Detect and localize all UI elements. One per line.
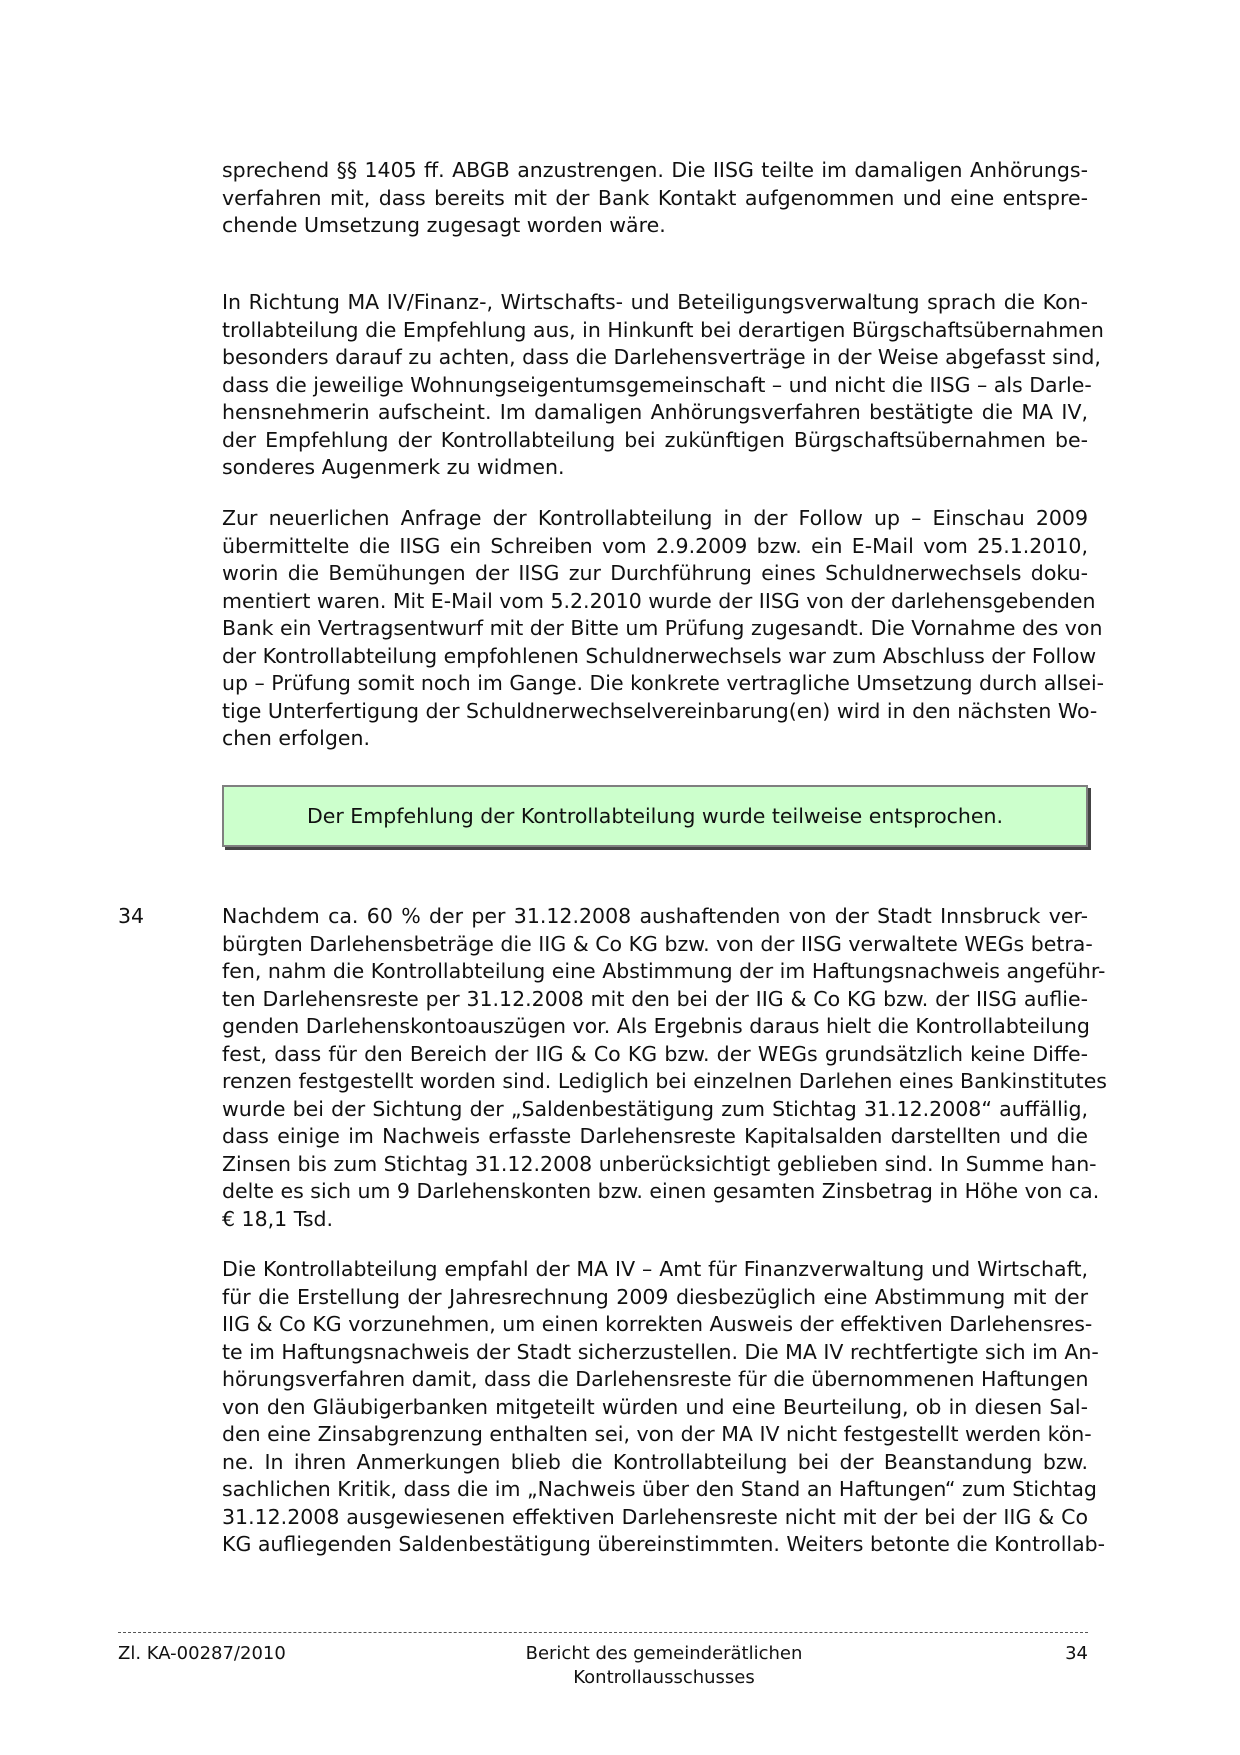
text-line: mentiert waren. Mit E-Mail vom 5.2.2010 wurde der IISG von der darlehensgebenden (222, 588, 1096, 613)
text-line: Zur neuerlichen Anfrage der Kontrollabteilung in der Follow up – Einschau 2009 (222, 506, 1088, 530)
paragraph-1 (222, 157, 1088, 240)
paragraph-5 (222, 1256, 1106, 1559)
text-line: genden Darlehenskontoauszügen vor. Als Ergebnis daraus hielt die Kontrollabteilung (222, 1014, 1090, 1038)
text-line: den eine Zinsabgrenzung enthalten sei, von der MA IV nicht festgestellt werden kön- (222, 1422, 1092, 1446)
text-line: verfahren mit, dass bereits mit der Bank Kontakt aufgenommen und eine entspre- (222, 185, 1088, 210)
text-line: € 18,1 Tsd. (222, 1206, 334, 1231)
text-line: für die Erstellung der Jahresrechnung 2009 diesbezüglich eine Abstimmung mit der (222, 1284, 1088, 1309)
text-line: worin die Bemühungen der IISG zur Durchführung eines Schuldnerwechsels doku- (222, 561, 1088, 585)
text-line: Bank ein Vertragsentwurf mit der Bitte um Prüfung zugesandt. Die Vornahme des von (222, 616, 1103, 640)
text-line: fest, dass für den Bereich der IIG & Co KG bzw. der WEGs grundsätzlich keine Diffe- (222, 1041, 1088, 1066)
result-box (222, 785, 1088, 847)
footer-divider (118, 1632, 1088, 1633)
text-line: von den Gläubigerbanken mitgeteilt würden und eine Beurteilung, ob in diesen Sal- (222, 1394, 1088, 1419)
text-line: bürgten Darlehensbeträge die IIG & Co KG bzw. von der IISG verwaltete WEGs betra- (222, 931, 1093, 956)
text-line: fen, nahm die Kontrollabteilung eine Abstimmung der im Haftungsnachweis angeführ- (222, 959, 1106, 983)
footer-reference: Zl. KA-00287/2010 (118, 1643, 286, 1664)
text-line: 31.12.2008 ausgewiesenen effektiven Darlehensreste nicht mit der bei der IIG & Co (222, 1504, 1088, 1529)
text-line: dass die jeweilige Wohnungseigentumsgemeinschaft – und nicht die IISG – als Darle- (222, 372, 1092, 397)
text-line: der Empfehlung der Kontrollabteilung bei zukünftigen Bürgschaftsübernahmen be- (222, 427, 1088, 452)
result-box-text: Der Empfehlung der Kontrollabteilung wurde teilweise entsprochen. (306, 804, 1004, 828)
text-line: sachlichen Kritik, dass die im „Nachweis über den Stand an Haftungen“ zum Stichtag (222, 1477, 1097, 1501)
text-line: KG aufliegenden Saldenbestätigung übereinstimmten. Weiters betonte die Kontrollab- (222, 1532, 1106, 1556)
paragraph-3 (222, 505, 1105, 753)
text-line: delte es sich um 9 Darlehenskonten bzw. einen gesamten Zinsbetrag in Höhe von ca. (222, 1179, 1100, 1203)
text-line: Nachdem ca. 60 % der per 31.12.2008 aushaftenden von der Stadt Innsbruck ver- (222, 904, 1088, 928)
text-line: te im Haftungsnachweis der Stadt sicherzustellen. Die MA IV rechtfertigte sich im An- (222, 1339, 1099, 1364)
text-line: dass einige im Nachweis erfasste Darlehensreste Kapitalsalden darstellten und die (222, 1124, 1088, 1148)
text-line: IIG & Co KG vorzunehmen, um einen korrekten Ausweis der effektiven Darlehensres- (222, 1312, 1093, 1336)
text-line: chen erfolgen. (222, 726, 371, 750)
section-number: 34 (118, 904, 145, 928)
text-line: chende Umsetzung zugesagt worden wäre. (222, 213, 666, 237)
text-line: renzen festgestellt worden sind. Lediglich bei einzelnen Darlehen eines Bankinstitutes (222, 1069, 1107, 1093)
footer-title: Bericht des gemeinderätlichen Kontrollausschusses (525, 1643, 803, 1688)
page-number: 34 (1065, 1643, 1088, 1664)
text-line: übermittelte die IISG ein Schreiben vom 2.9.2009 bzw. ein E-Mail vom 25.1.2010, (222, 533, 1088, 558)
text-line: hörungsverfahren damit, dass die Darlehensreste für die übernommenen Haftungen (222, 1367, 1089, 1391)
text-line: hensnehmerin aufscheint. Im damaligen Anhörungsverfahren bestätigte die MA IV, (222, 400, 1088, 424)
text-line: ne. In ihren Anmerkungen blieb die Kontrollabteilung bei der Beanstandung bzw. (222, 1449, 1088, 1474)
text-line: besonders darauf zu achten, dass die Darlehensverträge in der Weise abgefasst sind, (222, 345, 1101, 369)
text-line: sonderes Augenmerk zu widmen. (222, 455, 565, 479)
text-line: tige Unterfertigung der Schuldnerwechselvereinbarung(en) wird in den nächsten Wo- (222, 698, 1098, 723)
text-line: sprechend §§ 1405 ff. ABGB anzustrengen. Die IISG teilte im damaligen Anhörungs- (222, 158, 1088, 182)
text-line: Zinsen bis zum Stichtag 31.12.2008 unberücksichtigt geblieben sind. In Summe han- (222, 1151, 1097, 1176)
paragraph-4 (222, 903, 1107, 1233)
text-line: trollabteilung die Empfehlung aus, in Hinkunft bei derartigen Bürgschaftsübernahmen (222, 317, 1104, 342)
text-line: ten Darlehensreste per 31.12.2008 mit den bei der IIG & Co KG bzw. der IISG auflie- (222, 986, 1088, 1011)
text-line: Die Kontrollabteilung empfahl der MA IV – Amt für Finanzverwaltung und Wirtschaft, (222, 1257, 1088, 1281)
text-line: In Richtung MA IV/Finanz-, Wirtschafts- und Beteiligungsverwaltung sprach die Kon- (222, 290, 1088, 314)
text-line: up – Prüfung somit noch im Gange. Die konkrete vertragliche Umsetzung durch allsei- (222, 671, 1105, 695)
paragraph-2 (222, 289, 1104, 482)
text-line: der Kontrollabteilung empfohlenen Schuldnerwechsels war zum Abschluss der Follow (222, 643, 1097, 668)
text-line: wurde bei der Sichtung der „Saldenbestätigung zum Stichtag 31.12.2008“ auffällig, (222, 1096, 1088, 1121)
